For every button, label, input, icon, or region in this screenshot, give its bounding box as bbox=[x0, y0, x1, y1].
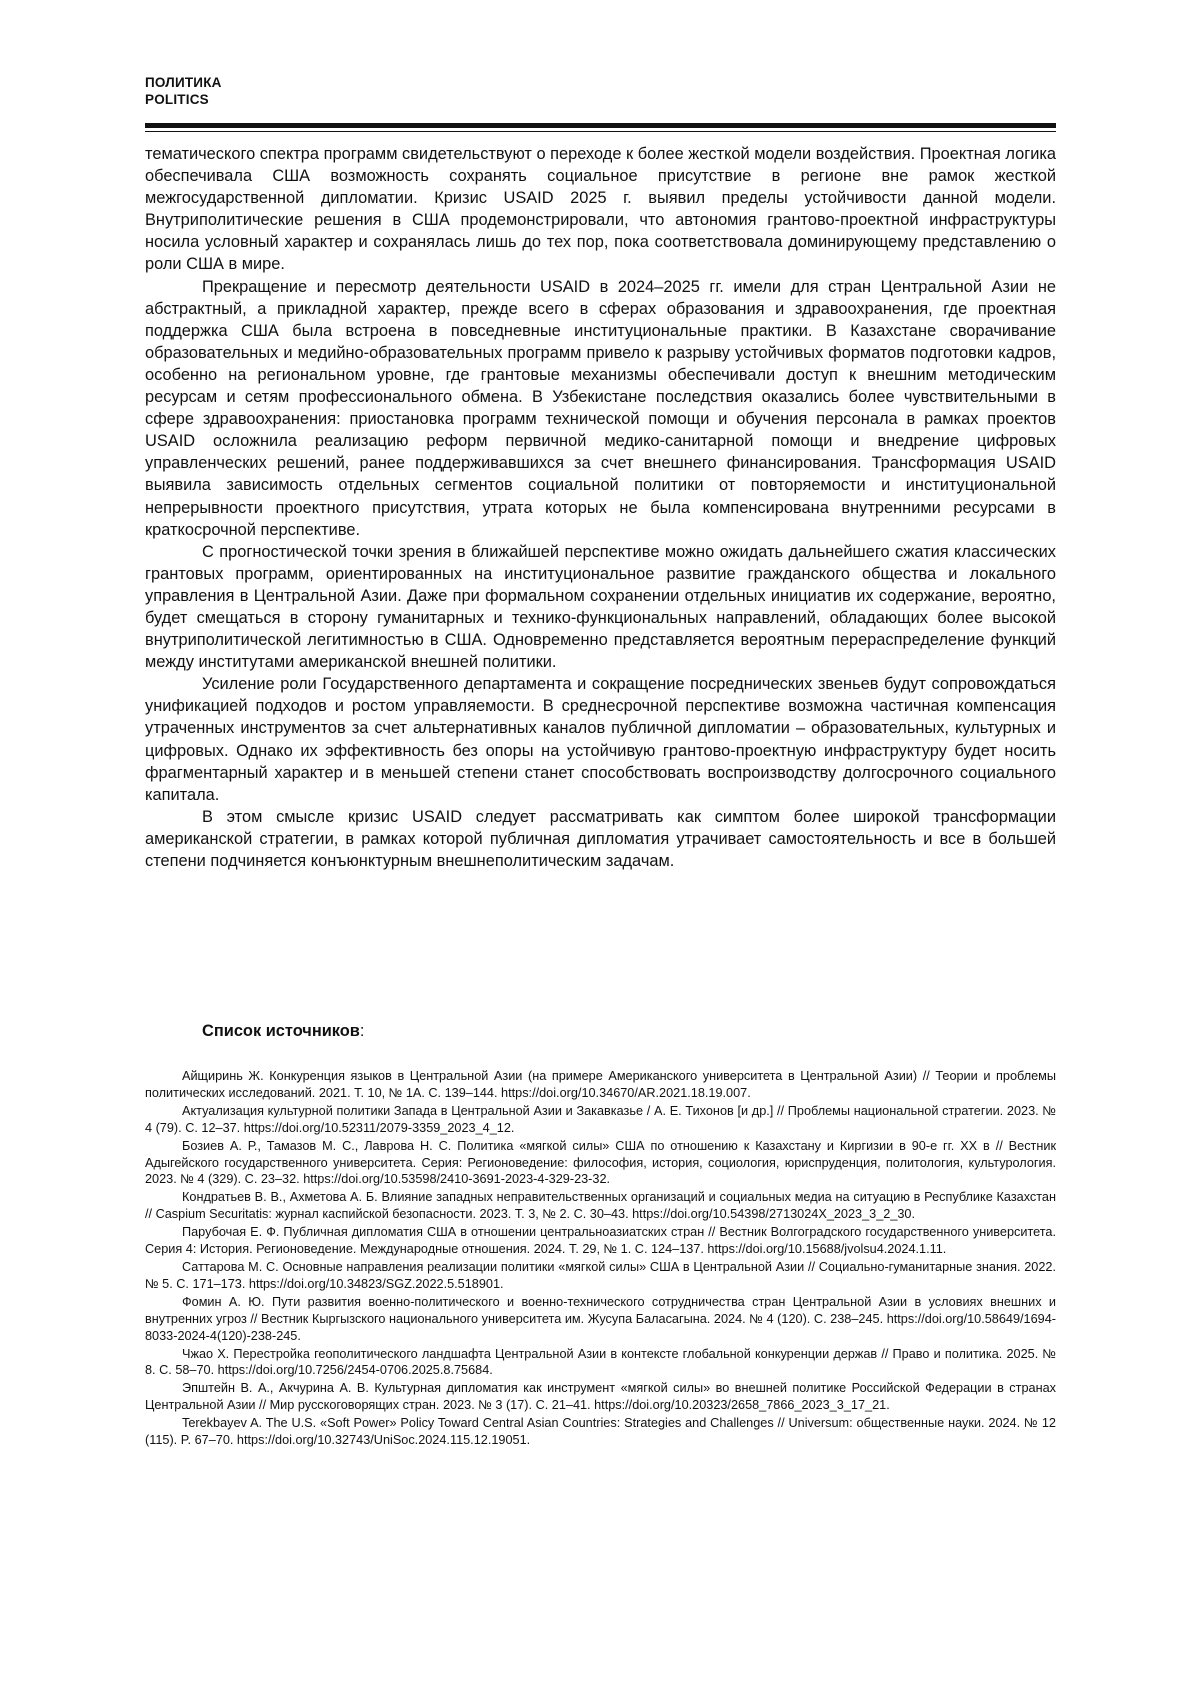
section-title-ru: ПОЛИТИКА bbox=[145, 75, 222, 90]
body-paragraph-4: Усиление роли Государственного департамента и сокращение посреднических звеньев будут сопровождаться унификацией подходов и ростом управляемости. В среднесрочной перспективе возможна частичная компенсация утраченных инструментов за счет альтернативных каналов публичной дипломатии – образовательных, культурных и цифровых. Однако их эффективность без опоры на устойчивую грантово-проектную инфраструктуру будет носить фрагментарный характер и в меньшей степени станет способствовать воспроизводству долгосрочного социального капитала. bbox=[145, 675, 1056, 804]
header-rule-thick bbox=[145, 123, 1056, 128]
body-paragraph-5: В этом смысле кризис USAID следует рассматривать как симптом более широкой трансформации американской стратегии, в рамках которой публичная дипломатия утрачивает самостоятельность и все в большей степени подчиняется конъюнктурным внешнеполитическим задачам. bbox=[145, 807, 1056, 870]
reference-item: Саттарова М. С. Основные направления реализации политики «мягкой силы» США в Центральной Азии // Социально-гуманитарные знания. 2022. № 5. С. 171–173. https://doi.org/10.34823/SGZ.2022.5.518901. bbox=[145, 1259, 1056, 1291]
reference-item: Кондратьев В. В., Ахметова А. Б. Влияние западных неправительственных организаций и социальных медиа на ситуацию в Республике Казахстан // Caspium Securitatis: журнал каспийской безопасности. 2023. Т. 3, № 2. С. 30–43. https://doi.org/10.54398/2713024X_2023_3_2_30. bbox=[145, 1190, 1056, 1222]
running-head bbox=[145, 74, 222, 108]
article-body bbox=[145, 143, 1056, 872]
body-paragraph-3: С прогностической точки зрения в ближайшей перспективе можно ожидать дальнейшего сжатия классических грантовых программ, ориентированных на институциональное развитие гражданского общества и локального управления в Центральной Азии. Даже при формальном сохранении отдельных инициатив их содержание, вероятно, будет смещаться в сторону гуманитарных и технико-функциональных направлений, обладающих более высокой внутриполитической легитимностью в США. Одновременно представляется вероятным перераспределение функций между институтами американской внешней политики. bbox=[145, 542, 1056, 672]
reference-item: Чжао Х. Перестройка геополитического ландшафта Центральной Азии в контексте глобальной конкуренции держав // Право и политика. 2025. № 8. С. 58–70. https://doi.org/10.7256/2454-0706.2025.8.75684. bbox=[145, 1346, 1056, 1378]
reference-item: Бозиев А. Р., Тамазов М. С., Лаврова Н. С. Политика «мягкой силы» США по отношению к Казахстану и Киргизии в 90-е гг. XX в // Вестник Адыгейского государственного университета. Серия: Регионоведение: философия, история, социология, юриспруденция, политология, культурология. 2023. № 4 (329). С. 23–32. https://doi.org/10.53598/2410-3691-2023-4-329-23-32. bbox=[145, 1138, 1056, 1187]
reference-list bbox=[145, 1068, 1056, 1450]
reference-item: Актуализация культурной политики Запада в Центральной Азии и Закавказье / А. Е. Тихонов [и др.] // Проблемы национальной стратегии. 2023. № 4 (79). С. 12–37. https://doi.org/10.52311/2079-3359_2023_4_12. bbox=[145, 1103, 1056, 1135]
reference-item: Эпштейн В. А., Акчурина А. В. Культурная дипломатия как инструмент «мягкой силы» во внешней политике Российской Федерации в странах Центральной Азии // Мир русскоговорящих стран. 2023. № 3 (17). С. 21–41. https://doi.org/10.20323/2658_7866_2023_3_17_21. bbox=[145, 1381, 1056, 1413]
section-title-en: POLITICS bbox=[145, 92, 209, 107]
body-paragraph-2: Прекращение и пересмотр деятельности USAID в 2024–2025 гг. имели для стран Центральной Азии не абстрактный, а прикладной характер, прежде всего в сферах образования и здравоохранения, где проектная поддержка США была встроена в повседневные институциональные практики. В Казахстане сворачивание образовательных и медийно-образовательных программ привело к разрыву устойчивых форматов подготовки кадров, особенно на региональном уровне, где грантовые механизмы обеспечивали доступ к внешним методическим ресурсам и сетям профессионального обмена. В Узбекистане последствия оказались более чувствительными в сфере здравоохранения: приостановка программ технической помощи и обучения персонала в рамках проектов USAID осложнила реализацию реформ первичной медико-санитарной помощи и внедрение цифровых управленческих решений, ранее поддерживавшихся за счет внешнего финансирования. Трансформация USAID выявила зависимость отдельных сегментов социальной политики от повторяемости и институциональной непрерывности проектного присутствия, утрата которых не была компенсирована внутренними ресурсами в краткосрочной перспективе. bbox=[145, 277, 1056, 539]
sources-heading bbox=[202, 1020, 364, 1042]
sources-heading-text: Список источников bbox=[202, 1022, 360, 1040]
reference-item: Terekbayev A. The U.S. «Soft Power» Policy Toward Central Asian Countries: Strategies and Challenges // Universum: общественные науки. 2024. № 12 (115). P. 67–70. https://doi.org/10.32743/UniSoc.2024.115.12.19051. bbox=[145, 1416, 1056, 1448]
sources-heading-colon: : bbox=[359, 1022, 365, 1040]
reference-item: Парубочая Е. Ф. Публичная дипломатия США в отношении центральноазиатских стран // Вестник Волгоградского государственного университета. Серия 4: История. Регионоведение. Международные отношения. 2024. Т. 29, № 1. С. 124–137. https://doi.org/10.15688/jvolsu4.2024.1.11. bbox=[145, 1225, 1056, 1257]
body-paragraph-1: тематического спектра программ свидетельствуют о переходе к более жесткой модели воздействия. Проектная логика обеспечивала США возможность сохранять социальное присутствие в регионе вне рамок жесткой межгосударственной дипломатии. Кризис USAID 2025 г. выявил пределы устойчивости данной модели. Внутриполитические решения в США продемонстрировали, что автономия грантово-проектной инфраструктуры носила условный характер и сохранялась лишь до тех пор, пока соответствовала доминирующему представлению о роли США в мире. bbox=[145, 145, 1056, 274]
reference-item: Айщиринь Ж. Конкуренция языков в Центральной Азии (на примере Американского университета в Центральной Азии) // Теории и проблемы политических исследований. 2021. Т. 10, № 1А. С. 139–144. https://doi.org/10.34670/AR.2021.18.19.007. bbox=[145, 1069, 1056, 1100]
header-rule-thin bbox=[145, 131, 1056, 132]
reference-item: Фомин А. Ю. Пути развития военно-политического и военно-технического сотрудничества стран Центральной Азии в условиях внешних и внутренних угроз // Вестник Кыргызского национального университета им. Жусупа Баласагына. 2024. № 4 (120). С. 238–245. https://doi.org/10.58649/1694-8033-2024-4(120)-238-245. bbox=[145, 1294, 1056, 1343]
